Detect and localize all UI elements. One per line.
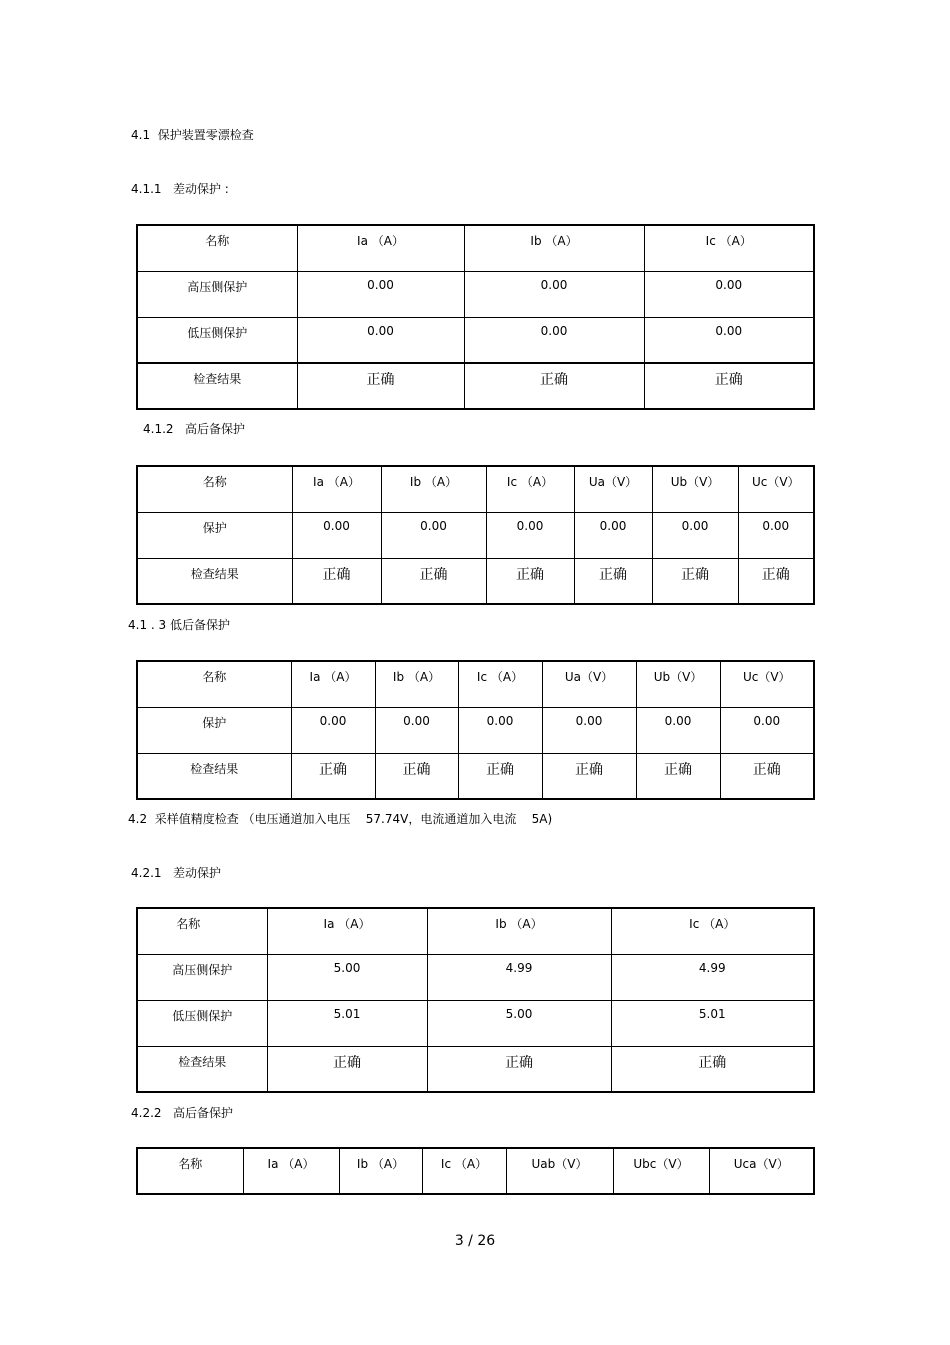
section-4-1-heading: 4.1 保护装置零漂检查 (131, 128, 254, 142)
header-cell: Uca（V） (709, 1148, 814, 1194)
table-cell: 0.00 (375, 707, 458, 753)
result-cell: 正确 (636, 753, 720, 799)
table-row (137, 1000, 814, 1046)
header-cell: Uc（V） (720, 661, 814, 707)
header-cell: Ic （A） (644, 225, 814, 271)
table-cell: 0.00 (486, 512, 574, 558)
table-row (137, 512, 814, 558)
result-cell: 正确 (375, 753, 458, 799)
table-row (137, 271, 814, 317)
page-number: 3 / 26 (454, 1233, 496, 1249)
section-4-1-2-heading: 4.1.2 高后备保护 (143, 422, 245, 436)
section-4-1-3-heading: 4.1 . 3 低后备保护 (128, 618, 230, 632)
row-label: 检查结果 (137, 363, 297, 409)
result-cell: 正确 (291, 753, 375, 799)
result-row (137, 1046, 814, 1092)
table-header-row (137, 225, 814, 271)
table-cell: 0.00 (458, 707, 542, 753)
header-cell: Ib （A） (427, 908, 611, 954)
section-4-2-2-heading: 4.2.2 高后备保护 (131, 1106, 233, 1120)
header-cell: Ub（V） (652, 466, 738, 512)
table-cell: 0.00 (644, 317, 814, 363)
header-cell: Ib （A） (375, 661, 458, 707)
result-cell: 正确 (574, 558, 652, 604)
table-row (137, 707, 814, 753)
header-cell: 名称 (137, 225, 297, 271)
header-cell: Ic （A） (458, 661, 542, 707)
table-cell: 5.00 (427, 1000, 611, 1046)
table-cell: 4.99 (611, 954, 814, 1000)
row-label: 低压侧保护 (137, 1000, 267, 1046)
table-header-row (137, 661, 814, 707)
table-cell: 5.01 (267, 1000, 427, 1046)
section-4-2-heading: 4.2 采样值精度检查 （电压通道加入电压 57.74V，电流通道加入电流 5A) (128, 812, 553, 826)
header-cell: Ib （A） (381, 466, 486, 512)
result-cell: 正确 (652, 558, 738, 604)
result-cell: 正确 (720, 753, 814, 799)
table-header-row (137, 466, 814, 512)
table-cell: 0.00 (297, 271, 464, 317)
result-cell: 正确 (542, 753, 636, 799)
table-zero-drift-hv-backup (136, 465, 815, 605)
row-label: 高压侧保护 (137, 954, 267, 1000)
header-cell: Ia （A） (267, 908, 427, 954)
table-sampling-hv-backup (136, 1147, 815, 1195)
row-label: 检查结果 (137, 753, 291, 799)
result-cell: 正确 (381, 558, 486, 604)
result-cell: 正确 (267, 1046, 427, 1092)
result-row (137, 558, 814, 604)
row-label: 低压侧保护 (137, 317, 297, 363)
table-zero-drift-lv-backup (136, 660, 815, 800)
section-4-2-1-heading: 4.2.1 差动保护 (131, 866, 221, 880)
header-cell: Uc（V） (738, 466, 814, 512)
header-cell: Ia （A） (291, 661, 375, 707)
header-cell: 名称 (137, 661, 291, 707)
section-4-1-1-heading: 4.1.1 差动保护 : (131, 182, 229, 196)
table-cell: 0.00 (297, 317, 464, 363)
header-cell: Ic （A） (611, 908, 814, 954)
table-cell: 0.00 (720, 707, 814, 753)
header-cell: 名称 (137, 908, 267, 954)
table-cell: 0.00 (464, 271, 644, 317)
row-label: 检查结果 (137, 1046, 267, 1092)
header-cell: Ub（V） (636, 661, 720, 707)
header-cell: 名称 (137, 1148, 243, 1194)
row-label: 高压侧保护 (137, 271, 297, 317)
result-cell: 正确 (611, 1046, 814, 1092)
table-cell: 0.00 (291, 707, 375, 753)
header-cell: Ic （A） (422, 1148, 506, 1194)
table-header-row (137, 1148, 814, 1194)
result-cell: 正确 (292, 558, 381, 604)
result-cell: 正确 (464, 363, 644, 409)
result-cell: 正确 (486, 558, 574, 604)
table-cell: 0.00 (652, 512, 738, 558)
table-cell: 0.00 (738, 512, 814, 558)
row-label: 检查结果 (137, 558, 292, 604)
result-cell: 正确 (427, 1046, 611, 1092)
table-cell: 0.00 (644, 271, 814, 317)
table-header-row (137, 908, 814, 954)
table-cell: 0.00 (464, 317, 644, 363)
row-label: 保护 (137, 707, 291, 753)
table-cell: 5.00 (267, 954, 427, 1000)
result-cell: 正确 (738, 558, 814, 604)
table-cell: 5.01 (611, 1000, 814, 1046)
row-label: 保护 (137, 512, 292, 558)
header-cell: Ubc（V） (613, 1148, 709, 1194)
header-cell: Ua（V） (542, 661, 636, 707)
header-cell: Uab（V） (506, 1148, 613, 1194)
result-cell: 正确 (644, 363, 814, 409)
header-cell: Ia （A） (292, 466, 381, 512)
table-cell: 0.00 (574, 512, 652, 558)
header-cell: Ic （A） (486, 466, 574, 512)
result-cell: 正确 (458, 753, 542, 799)
header-cell: Ib （A） (339, 1148, 422, 1194)
table-cell: 0.00 (292, 512, 381, 558)
result-row (137, 363, 814, 409)
result-row (137, 753, 814, 799)
header-cell: Ib （A） (464, 225, 644, 271)
header-cell: Ia （A） (243, 1148, 339, 1194)
header-cell: 名称 (137, 466, 292, 512)
table-zero-drift-differential (136, 224, 815, 410)
table-sampling-differential (136, 907, 815, 1093)
table-row (137, 317, 814, 363)
table-cell: 4.99 (427, 954, 611, 1000)
table-cell: 0.00 (636, 707, 720, 753)
table-row (137, 954, 814, 1000)
result-cell: 正确 (297, 363, 464, 409)
header-cell: Ia （A） (297, 225, 464, 271)
table-cell: 0.00 (542, 707, 636, 753)
header-cell: Ua（V） (574, 466, 652, 512)
table-cell: 0.00 (381, 512, 486, 558)
